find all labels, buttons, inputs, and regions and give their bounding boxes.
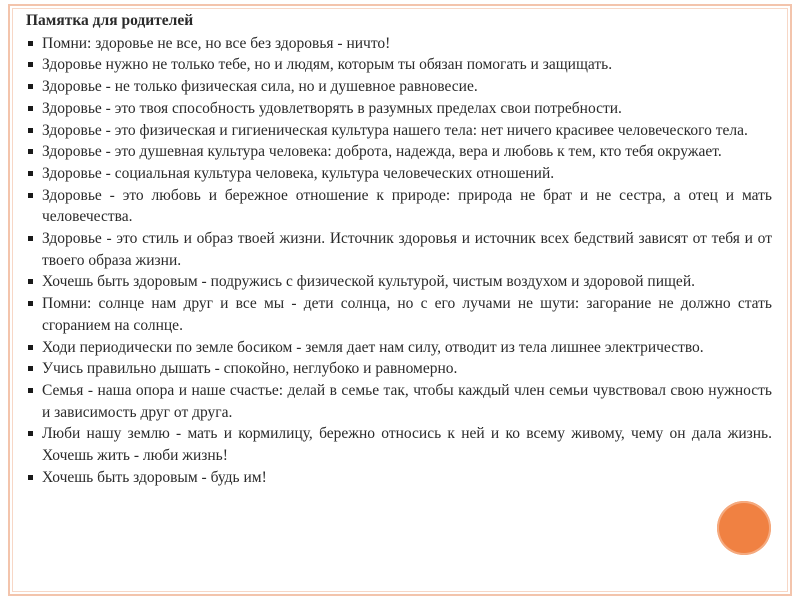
memo-item: Помни: солнце нам друг и все мы - дети солнца, но с его лучами не шути: загорание не должно стать сгоранием на солнце. [26,293,772,336]
memo-item: Хочешь быть здоровым - подружись с физической культурой, чистым воздухом и здоровой пищей. [26,271,772,293]
memo-list [26,33,772,489]
memo-item: Здоровье - не только физическая сила, но и душевное равновесие. [26,76,772,98]
memo-item: Хочешь быть здоровым - будь им! [26,467,772,489]
memo-item: Здоровье - это физическая и гигиеническая культура нашего тела: нет ничего красивее человеческого тела. [26,120,772,142]
memo-item: Ходи периодически по земле босиком - земля дает нам силу, отводит из тела лишнее электричество. [26,337,772,359]
memo-item: Здоровье - социальная культура человека, культура человеческих отношений. [26,163,772,185]
memo-item: Здоровье - это душевная культура человека: доброта, надежда, вера и любовь к тем, кто тебя окружает. [26,141,772,163]
memo-item: Здоровье - это любовь и бережное отношение к природе: природа не брат и не сестра, а отец и мать человечества. [26,185,772,228]
memo-item: Здоровье - это стиль и образ твоей жизни. Источник здоровья и источник всех бедствий зависят от тебя и от твоего образа жизни. [26,228,772,271]
decorative-orange-circle [717,501,771,555]
memo-content [26,10,772,488]
memo-item: Люби нашу землю - мать и кормилицу, бережно относись к ней и ко всему живому, чему он дала жизнь. Хочешь жить - люби жизнь! [26,423,772,466]
memo-item: Семья - наша опора и наше счастье: делай в семье так, чтобы каждый член семьи чувствовал свою нужность и зависимость друг от друга. [26,380,772,423]
memo-item: Здоровье нужно не только тебе, но и людям, которым ты обязан помогать и защищать. [26,54,772,76]
memo-title: Памятка для родителей [26,12,194,29]
memo-item: Учись правильно дышать - спокойно, неглубоко и равномерно. [26,358,772,380]
memo-item: Помни: здоровье не все, но все без здоровья - ничто! [26,33,772,55]
memo-item: Здоровье - это твоя способность удовлетворять в разумных пределах свои потребности. [26,98,772,120]
